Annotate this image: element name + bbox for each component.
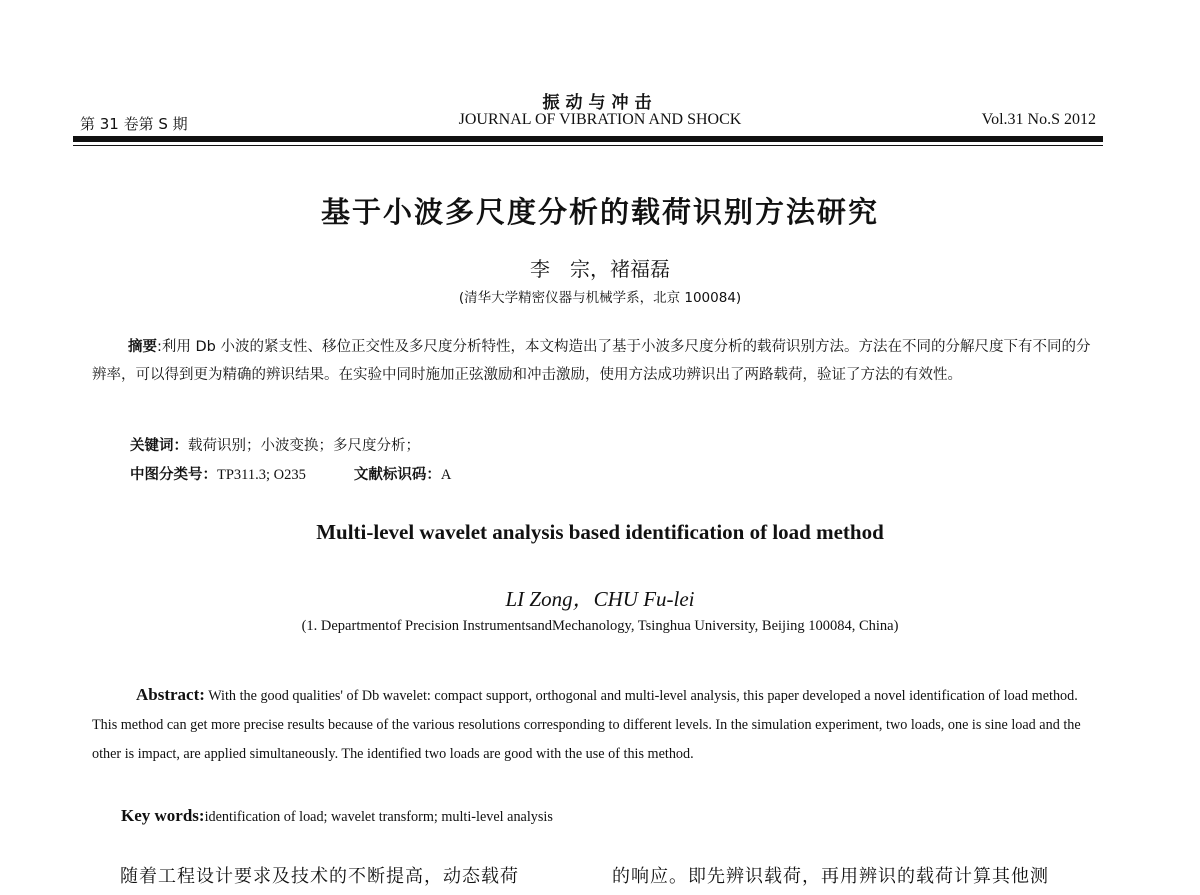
abstract-en bbox=[92, 680, 1104, 769]
affiliation-cn: (清华大学精密仪器与机械学系，北京 100084) bbox=[458, 290, 742, 306]
abstract-cn bbox=[92, 333, 1104, 389]
paper-title-en: Multi-level wavelet analysis based identification of load method bbox=[316, 520, 884, 544]
abstract-text-cn: :利用 Db 小波的紧支性、移位正交性及多尺度分析特性，本文构造出了基于小波多尺度分析的载荷识别方法。方法在不同的分解尺度下有不同的分辨率，可以得到更为精确的辨识结果。在实验中同时施加正弦激励和冲击激励，使用方法成功辨识出了两路载荷，验证了方法的有效性。 bbox=[92, 339, 1091, 383]
abstract-label-cn: 摘要 bbox=[128, 339, 157, 355]
clc-label: 中图分类号： bbox=[130, 467, 217, 483]
keywords-en bbox=[121, 806, 553, 826]
abstract-label-en: Abstract: bbox=[136, 685, 205, 704]
keywords-label-cn: 关键词： bbox=[130, 438, 188, 454]
classification-line bbox=[130, 463, 451, 484]
header-rule-thin bbox=[73, 145, 1103, 146]
volume-issue-en: Vol.31 No.S 2012 bbox=[981, 111, 1096, 128]
paper-title-cn: 基于小波多尺度分析的载荷识别方法研究 bbox=[320, 195, 879, 229]
keywords-label-en: Key words: bbox=[121, 806, 205, 825]
doc-code-label: 文献标识码： bbox=[353, 467, 441, 483]
header-rule-thick bbox=[73, 136, 1103, 142]
doc-code: A bbox=[440, 467, 452, 483]
volume-issue-cn: 第 31 卷第 S 期 bbox=[80, 115, 188, 133]
body-column-right-line: 的响应。即先辨识载荷，再用辨识的载荷计算其他测 bbox=[612, 866, 1049, 887]
body-column-left-line: 随着工程设计要求及技术的不断提高，动态载荷 bbox=[120, 866, 519, 887]
affiliation-en: (1. Departmentof Precision InstrumentsandMechanology, Tsinghua University, Beijing 100084, China) bbox=[301, 618, 899, 634]
clc-number: TP311.3; O235 bbox=[217, 467, 306, 483]
keywords-text-cn: 载荷识别；小波变换；多尺度分析； bbox=[188, 438, 420, 454]
keywords-text-en: identification of load; wavelet transform; multi-level analysis bbox=[204, 809, 553, 825]
journal-title-en: JOURNAL OF VIBRATION AND SHOCK bbox=[458, 111, 742, 128]
keywords-cn bbox=[130, 434, 420, 455]
authors-cn: 李 宗，褚福磊 bbox=[530, 257, 670, 281]
authors-en: LI Zong，CHU Fu-lei bbox=[505, 587, 695, 611]
journal-title-cn: 振动与冲击 bbox=[542, 93, 658, 113]
abstract-text-en: With the good qualities' of Db wavelet: compact support, orthogonal and multi-level analysis, this paper developed a novel identification of load method. This method can get more precise results because of the various resolutions corresponding to different levels. In the simulation experiment, two loads, one is sine load and the other is impact, are applied simultaneously. The identified two loads are good with the use of this method. bbox=[92, 688, 1081, 762]
